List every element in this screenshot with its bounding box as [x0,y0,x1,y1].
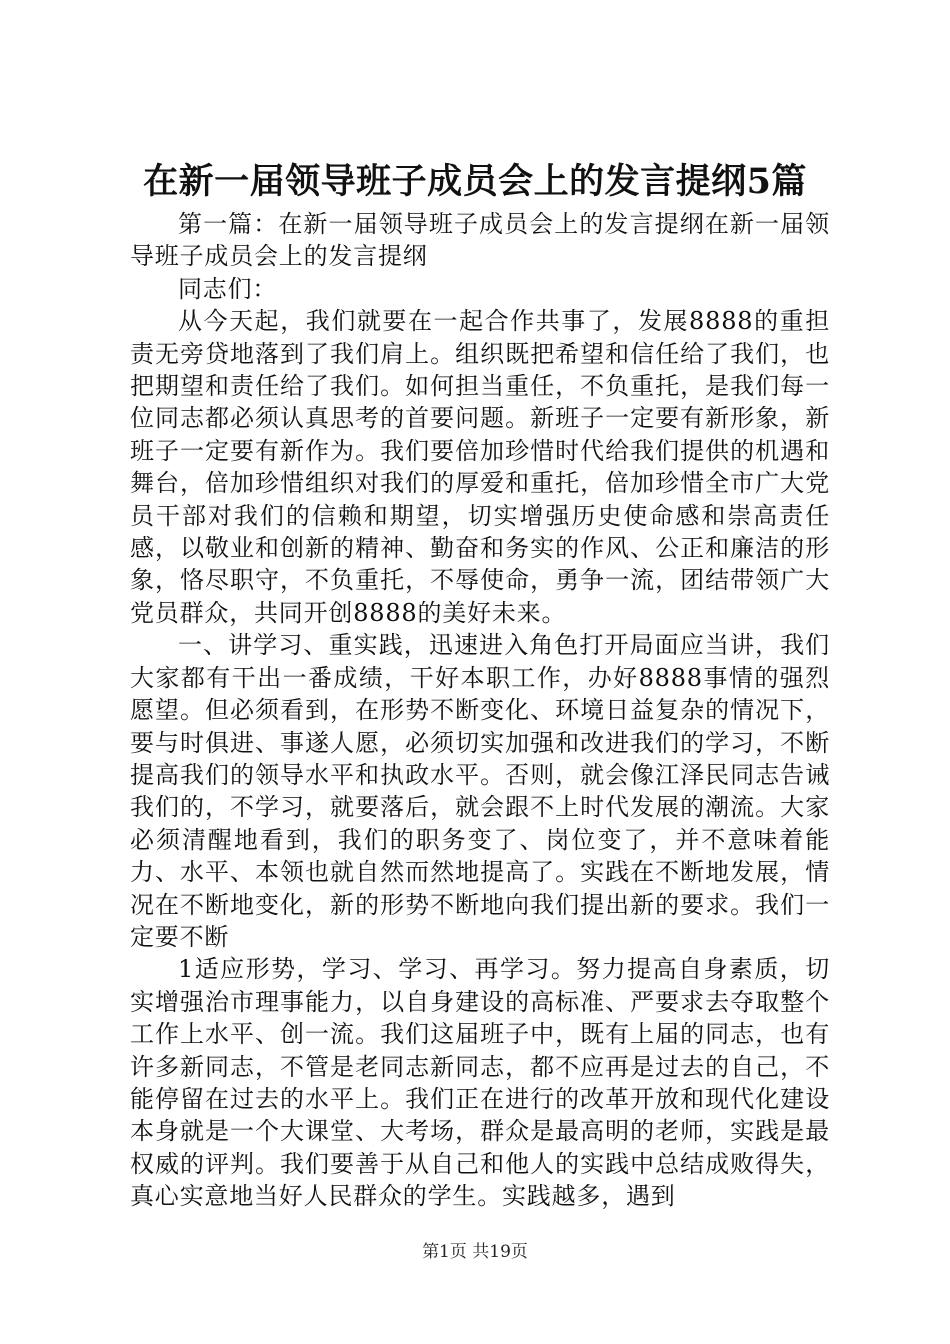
paragraph-adapt: 1适应形势，学习、学习、再学习。努力提高自身素质，切实增强治市理事能力，以自身建设的高标准、严要求去夺取整个工作上水平、创一流。我们这届班子中，既有上届的同志，也有许多新同志，不管是老同志新同志，都不应再是过去的自己，不能停留在过去的水平上。我们正在进行的改革开放和现代化建设本身就是一个大课堂、大考场，群众是最高明的老师，实践是最权威的评判。我们要善于从自己和他人的实践中总结成败得失，真心实意地当好人民群众的学生。实践越多，遇到 [130,955,830,1211]
document-body [130,208,830,1213]
page-footer: 第1页 共19页 [422,1242,528,1262]
paragraph-heading: 第一篇：在新一届领导班子成员会上的发言提纲在新一届领导班子成员会上的发言提纲 [130,210,830,271]
paragraph-section-one: 一、讲学习、重实践，迅速进入角色打开局面应当讲，我们大家都有干出一番成绩，干好本职工作，办好8888事情的强烈愿望。但必须看到，在形势不断变化、环境日益复杂的情况下，要与时俱进、事遂人愿，必须切实加强和改进我们的学习，不断提高我们的领导水平和执政水平。否则，就会像江泽民同志告诫我们的，不学习，就要落后，就会跟不上时代发展的潮流。大家必须清醒地看到，我们的职务变了、岗位变了，并不意味着能力、水平、本领也就自然而然地提高了。实践在不断地发展，情况在不断地变化，新的形势不断地向我们提出新的要求。我们一定要不断 [130,631,830,951]
document-title: 在新一届领导班子成员会上的发言提纲5篇 [143,161,807,202]
paragraph-salutation: 同志们： [178,274,278,303]
paragraph-opening: 从今天起，我们就要在一起合作共事了，发展8888的重担责无旁贷地落到了我们肩上。组织既把希望和信任给了我们，也把期望和责任给了我们。如何担当重任，不负重托，是我们每一位同志都必须认真思考的首要问题。新班子一定要有新形象，新班子一定要有新作为。我们要倍加珍惜时代给我们提供的机遇和舞台，倍加珍惜组织对我们的厚爱和重托，倍加珍惜全市广大党员干部对我们的信赖和期望，切实增强历史使命感和崇高责任感，以敬业和创新的精神、勤奋和务实的作风、公正和廉洁的形象，恪尽职守，不负重托，不辱使命，勇争一流，团结带领广大党员群众，共同开创8888的美好未来。 [130,307,830,627]
